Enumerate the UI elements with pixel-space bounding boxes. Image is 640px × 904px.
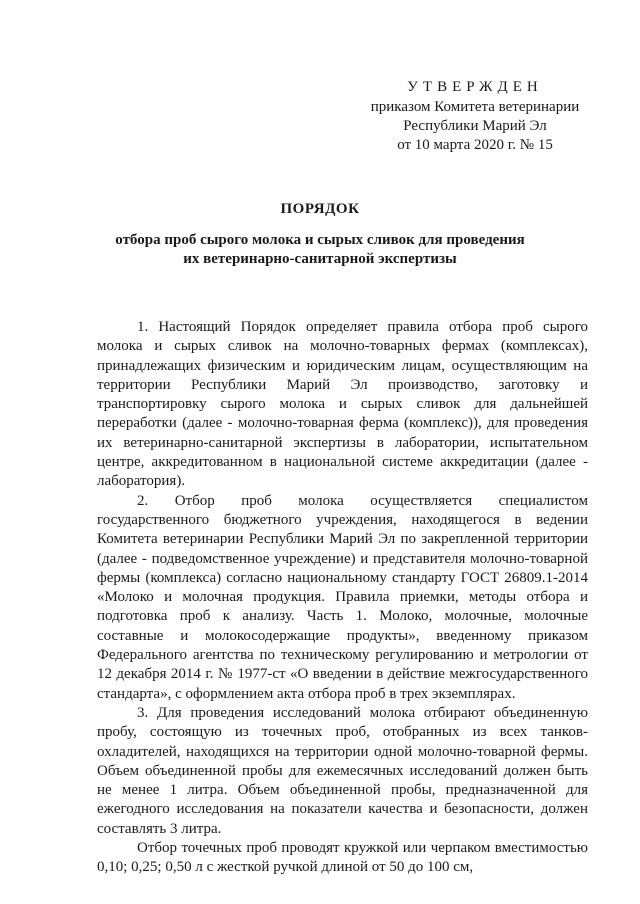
- document-subtitle: [60, 231, 580, 269]
- approval-line: Республики Марий Эл: [403, 118, 547, 134]
- subtitle-line: их ветеринарно-санитарной экспертизы: [183, 251, 457, 267]
- document-title: ПОРЯДОК: [280, 201, 360, 217]
- paragraph-3: 3. Для проведения исследований молока отбирают объединенную пробу, состоящую из точечных проб, отобранных из всех танков-охладителей, находящихся на территории одной молочно-товарной фермы. Объем объединенной пробы для ежемесячных исследований должен быть не менее 1 литра. Объем объединенной пробы, предназначенной для ежегодного исследования на показатели качества и безопасности, должен составлять 3 литра.: [97, 704, 588, 837]
- approval-line: приказом Комитета ветеринарии: [370, 99, 580, 115]
- subtitle-line: отбора проб сырого молока и сырых сливок для проведения: [115, 232, 525, 248]
- approval-date-line: от 10 марта 2020 г. № 15: [397, 137, 553, 153]
- approval-block: [330, 78, 620, 155]
- paragraph-4: Отбор точечных проб проводят кружкой или черпаком вместимостью 0,10; 0,25; 0,50 л с жесткой ручкой длиной от 50 до 100 см,: [97, 840, 588, 876]
- approval-heading: УТВЕРЖДЕН: [407, 79, 543, 95]
- document-body: [97, 318, 588, 878]
- paragraph-1: 1. Настоящий Порядок определяет правила отбора проб сырого молока и сырых сливок на молочно-товарных фермах (комплексах), принадлежащих физическим и юридическим лицам, осуществляющим на территории Республики Марий Эл производство, заготовку и транспортировку сырого молока и сырых сливок для дальнейшей переработки (далее - молочно-товарная ферма (комплекс)), для проведения их ветеринарно-санитарной экспертизы в лаборатории, испытательном центре, аккредитованном в национальной системе аккредитации (далее - лаборатория).: [97, 319, 588, 490]
- paragraph-2: 2. Отбор проб молока осуществляется специалистом государственного бюджетного учреждения, находящегося в ведении Комитета ветеринарии Республики Марий Эл по закрепленной территории (далее - подведомственное учреждение) и представителя молочно-товарной фермы (комплекса) согласно национальному стандарту ГОСТ 26809.1-2014 «Молоко и молочная продукция. Правила приемки, методы отбора и подготовка проб к анализу. Часть 1. Молоко, молочные, молочные составные и молокосодержащие продукты», введенному приказом Федерального агентства по техническому регулированию и метрологии от 12 декабря 2014 г. № 1977-ст «О введении в действие межгосударственного стандарта», с оформлением акта отбора проб в трех экземплярах.: [97, 492, 588, 702]
